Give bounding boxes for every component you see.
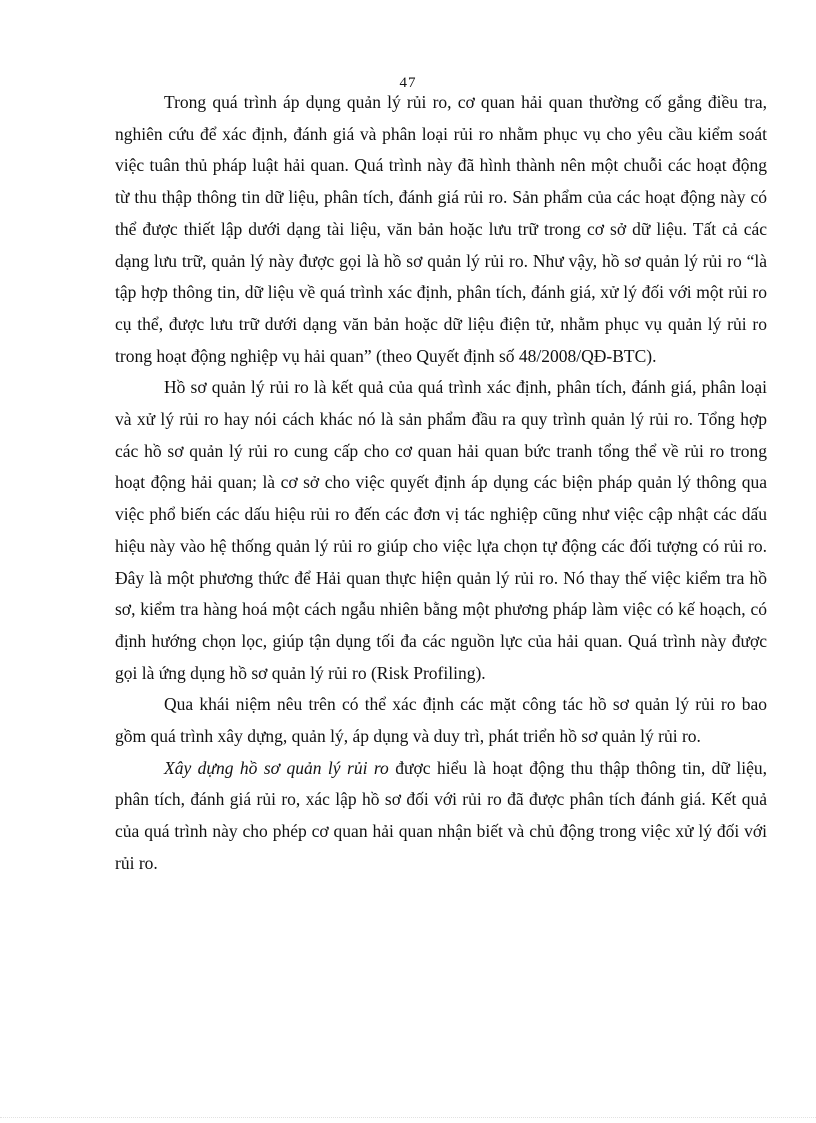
paragraph-4-italic-lead: Xây dựng hồ sơ quản lý rủi ro xyxy=(164,757,389,778)
page-bottom-divider xyxy=(0,1117,816,1118)
paragraph-3: Qua khái niệm nêu trên có thể xác định các mặt công tác hồ sơ quản lý rủi ro bao gồm quá trình xây dựng, quản lý, áp dụng và duy trì, phát triển hồ sơ quản lý rủi ro. xyxy=(115,694,767,747)
body-text xyxy=(115,87,767,880)
paragraph-1: Trong quá trình áp dụng quản lý rủi ro, cơ quan hải quan thường cố gắng điều tra, nghiên cứu để xác định, đánh giá và phân loại rủi ro nhằm phục vụ cho yêu cầu kiểm soát việc tuân thủ pháp luật hải quan. Quá trình này đã hình thành nên một chuỗi các hoạt động từ thu thập thông tin dữ liệu, phân tích, đánh giá rủi ro. Sản phẩm của các hoạt động này có thể được thiết lập dưới dạng tài liệu, văn bản hoặc lưu trữ trong cơ sở dữ liệu. Tất cả các dạng lưu trữ, quản lý này được gọi là hồ sơ quản lý rủi ro. Như vậy, hồ sơ quản lý rủi ro “là tập hợp thông tin, dữ liệu về quá trình xác định, phân tích, đánh giá, xử lý đối với một rủi ro cụ thể, được lưu trữ dưới dạng văn bản hoặc dữ liệu điện tử, nhằm phục vụ quản lý rủi ro trong hoạt động nghiệp vụ hải quan” (theo Quyết định số 48/2008/QĐ-BTC). xyxy=(115,92,767,366)
paragraph-4-text: được hiểu là hoạt động thu thập thông tin, dữ liệu, phân tích, đánh giá rủi ro, xác lập hồ sơ đối với rủi ro đã được phân tích đánh giá. Kết quả của quá trình này cho phép cơ quan hải quan nhận biết và chủ động trong việc xử lý đối với rủi ro. xyxy=(115,757,767,873)
paragraph-2: Hồ sơ quản lý rủi ro là kết quả của quá trình xác định, phân tích, đánh giá, phân loại và xử lý rủi ro hay nói cách khác nó là sản phẩm đầu ra quy trình quản lý rủi ro. Tổng hợp các hồ sơ quản lý rủi ro cung cấp cho cơ quan hải quan bức tranh tổng thể về rủi ro trong hoạt động hải quan; là cơ sở cho việc quyết định áp dụng các biện pháp quản lý thông qua việc phổ biến các dấu hiệu rủi ro đến các đơn vị tác nghiệp cũng như việc cập nhật các dấu hiệu này vào hệ thống quản lý rủi ro giúp cho việc lựa chọn tự động các đối tượng có rủi ro. Đây là một phương thức để Hải quan thực hiện quản lý rủi ro. Nó thay thế việc kiểm tra hồ sơ, kiểm tra hàng hoá một cách ngẫu nhiên bằng một phương pháp làm việc có kế hoạch, có định hướng chọn lọc, giúp tận dụng tối đa các nguồn lực của hải quan. Quá trình này được gọi là ứng dụng hồ sơ quản lý rủi ro (Risk Profiling). xyxy=(115,377,767,683)
page-number: 47 xyxy=(399,75,417,91)
paragraph-4 xyxy=(115,753,767,880)
